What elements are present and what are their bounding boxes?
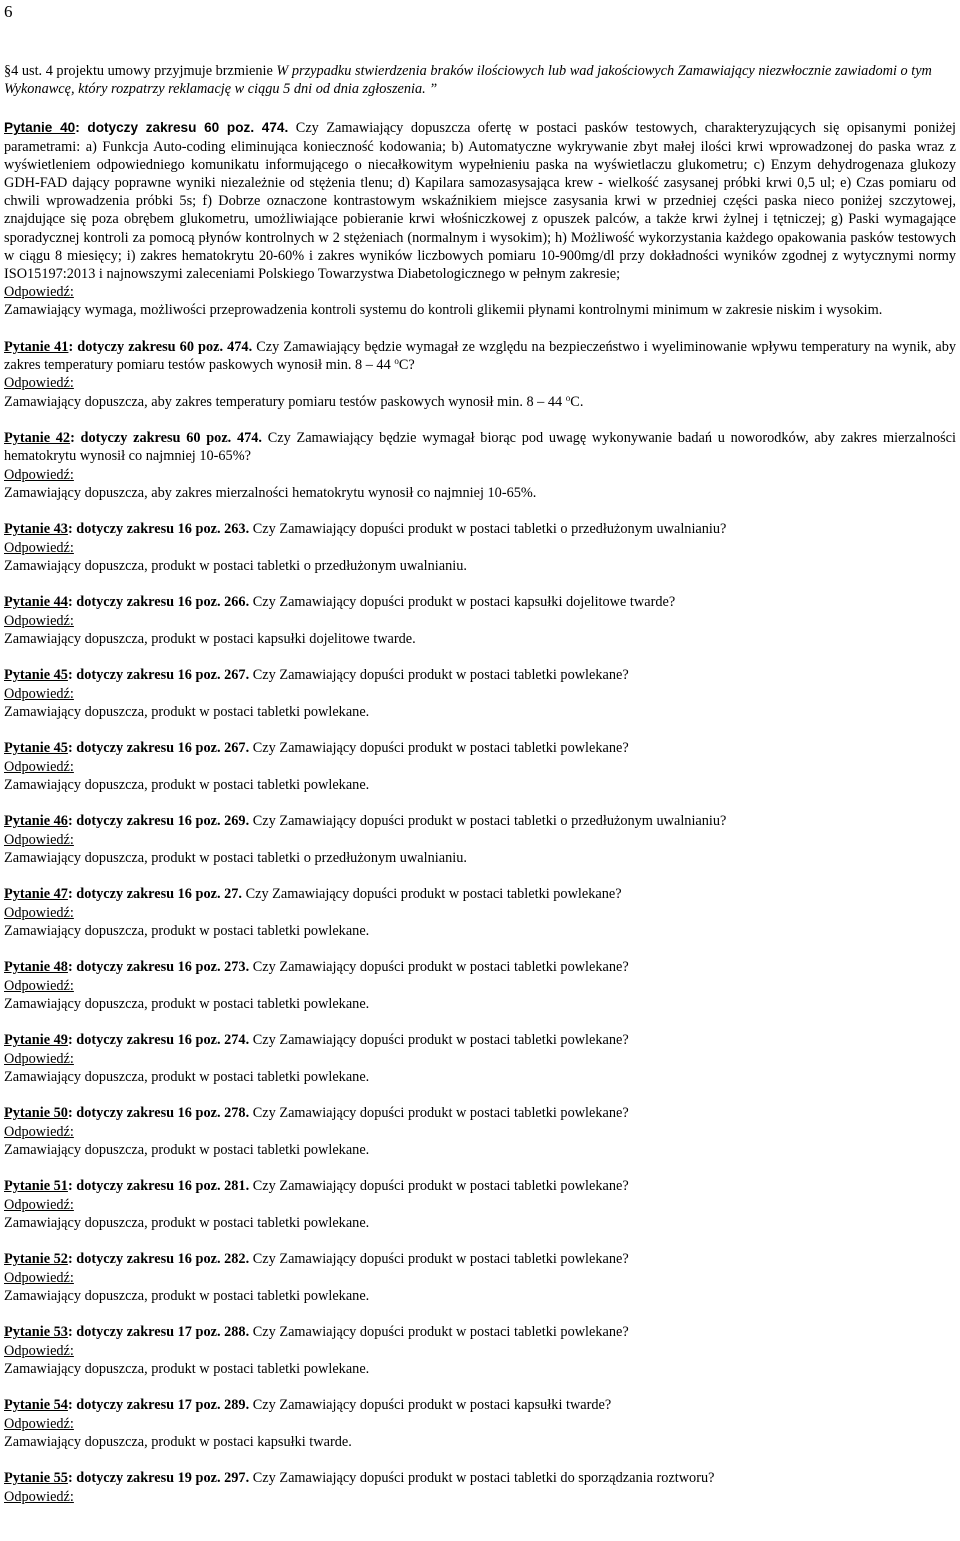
question-scope: : dotyczy zakresu 16 poz. 267. xyxy=(67,740,250,757)
answer-label-line xyxy=(4,283,956,301)
question-heading xyxy=(4,1105,249,1121)
answer-paragraph xyxy=(4,393,956,411)
question-heading xyxy=(4,667,249,683)
question-number: Pytanie 48 xyxy=(4,959,68,976)
answer-label-line xyxy=(4,466,956,484)
answer-label: Odpowiedź: xyxy=(4,904,74,921)
qa-item xyxy=(4,338,956,411)
question-text: Czy Zamawiający dopuszcza ofertę w postaci pasków testowych, charakteryzujących się opisanymi poniżej parametrami: a) Funkcja Auto-coding eliminująca konieczność kodowania; b) Automatyczne wykrywanie zbyt małej ilości krwi wprowadzonej do paska wraz z wyświetleniem odpowiedniego komunikatu informującego o niecałkowitym wypełnieniu paska na wyświetlaczu glukometru; c) Enzym dehydrogenaza glukozy GDH-FAD dający poprawne wyniki niezależnie od stężenia tlenu; d) Kapilara samozasysająca krew - wielkość zasysanej próbki krwi 0,5 ul; e) Czas pomiaru od chwili wprowadzenia próbki 5s; f) Dobrze oznaczone kontrastowym wskaźnikiem miejsce zasysania krwi w przedniej części paska nieco poniżej szczytowej, znajdujące się poza obrębem glukometru, umożliwiające pobieranie krwi włośniczkowej z opuszek palców, a także krwi żylnej i tętniczej; g) Paski wymagające sporadycznej kontroli za pomocą płynów kontrolnych w 2 stężeniach (normalnym i wysokim); h) Możliwość wykorzystania każdego opakowania pasków testowych w ciągu 8 miesięcy; i) zakres hematokrytu 20-60% i zakres wyników liczbowych pomiaru 10-900mg/dl przy dokładności wyników zgodnej z wytycznymi normy ISO15197:2013 i najnowszymi zaleceniami Polskiego Towarzystwa Diabetologicznego w pełnym zakresie; xyxy=(4,120,956,283)
question-scope: : dotyczy zakresu 16 poz. 282. xyxy=(67,1251,250,1268)
question-heading xyxy=(4,1324,249,1340)
question-text: Czy Zamawiający będzie wymagał ze względu na bezpieczeństwo i wyeliminowanie wpływu temperatury na wynik, aby zakres temperatury pomiaru testów paskowych wynosił min. 8 – 44 xyxy=(4,339,956,374)
page-number: 6 xyxy=(4,2,13,21)
qa-item xyxy=(4,666,956,721)
answer-label: Odpowiedź: xyxy=(4,977,74,994)
question-number: Pytanie 52 xyxy=(4,1251,68,1268)
answer-label: Odpowiedź: xyxy=(4,375,74,392)
question-heading xyxy=(4,959,249,975)
answer-text: Zamawiający dopuszcza, produkt w postaci tabletki o przedłużonym uwalnianiu. xyxy=(4,557,467,574)
answer-label-line xyxy=(4,1123,956,1141)
qa-item xyxy=(4,1469,956,1505)
answer-text: Zamawiający dopuszcza, produkt w postaci tabletki powlekane. xyxy=(4,1360,370,1377)
answer-text: Zamawiający dopuszcza, produkt w postaci tabletki powlekane. xyxy=(4,995,370,1012)
answer-text: Zamawiający dopuszcza, produkt w postaci tabletki powlekane. xyxy=(4,703,370,720)
answer-paragraph xyxy=(4,1214,956,1232)
qa-item xyxy=(4,1396,956,1451)
answer-label: Odpowiedź: xyxy=(4,1342,74,1359)
answer-label-line xyxy=(4,685,956,703)
question-heading xyxy=(4,740,249,756)
question-paragraph xyxy=(4,958,956,976)
qa-item xyxy=(4,958,956,1013)
question-text: Czy Zamawiający dopuści produkt w postaci tabletki powlekane? xyxy=(249,1105,629,1122)
answer-paragraph xyxy=(4,922,956,940)
qa-item xyxy=(4,739,956,794)
question-paragraph xyxy=(4,1104,956,1122)
question-text: Czy Zamawiający dopuści produkt w postaci kapsułki twarde? xyxy=(249,1397,612,1414)
qa-item xyxy=(4,1250,956,1305)
question-paragraph xyxy=(4,1031,956,1049)
qa-item xyxy=(4,429,956,502)
question-heading xyxy=(4,430,262,446)
answer-paragraph xyxy=(4,484,956,502)
question-scope: : dotyczy zakresu 16 poz. 278. xyxy=(67,1105,250,1122)
intro-quote: W przypadku stwierdzenia braków ilościowych lub wad jakościowych Zamawiający niezwłocznie zawiadomi o tym Wykonawcę, który rozpatrzy reklamację w ciągu 5 dni od dnia zgłoszenia. ” xyxy=(4,63,932,98)
question-paragraph xyxy=(4,739,956,757)
question-number: Pytanie 50 xyxy=(4,1105,68,1122)
document-body xyxy=(4,62,956,1524)
answer-paragraph xyxy=(4,703,956,721)
question-heading xyxy=(4,339,252,355)
question-number: Pytanie 40 xyxy=(4,120,76,136)
question-scope: : dotyczy zakresu 16 poz. 263. xyxy=(67,521,250,538)
question-paragraph xyxy=(4,338,956,374)
question-number: Pytanie 51 xyxy=(4,1178,68,1195)
answer-text: Zamawiający dopuszcza, produkt w postaci kapsułki dojelitowe twarde. xyxy=(4,630,416,647)
question-scope: : dotyczy zakresu 19 poz. 297. xyxy=(67,1470,250,1487)
answer-label-line xyxy=(4,758,956,776)
question-number: Pytanie 49 xyxy=(4,1032,68,1049)
answer-label-line xyxy=(4,1342,956,1360)
question-paragraph xyxy=(4,812,956,830)
qa-item xyxy=(4,520,956,575)
qa-item xyxy=(4,885,956,940)
answer-paragraph xyxy=(4,301,956,319)
answer-paragraph xyxy=(4,849,956,867)
question-heading xyxy=(4,813,249,829)
answer-label: Odpowiedź: xyxy=(4,831,74,848)
answer-text: Zamawiający dopuszcza, aby zakres mierzalności hematokrytu wynosił co najmniej 10-65%. xyxy=(4,484,537,501)
question-number: Pytanie 54 xyxy=(4,1397,68,1414)
question-heading xyxy=(4,120,288,135)
question-text: Czy Zamawiający dopuści produkt w postaci tabletki o przedłużonym uwalnianiu? xyxy=(249,813,727,830)
question-scope: : dotyczy zakresu 17 poz. 288. xyxy=(67,1324,250,1341)
question-paragraph xyxy=(4,1396,956,1414)
answer-label: Odpowiedź: xyxy=(4,758,74,775)
answer-label-line xyxy=(4,1415,956,1433)
answer-paragraph xyxy=(4,630,956,648)
question-paragraph xyxy=(4,885,956,903)
question-text: Czy Zamawiający będzie wymagał biorąc pod uwagę wykonywanie badań u noworodków, aby zakres mierzalności hematokrytu wynosił co najmniej 10-65%? xyxy=(4,430,956,465)
question-scope: : dotyczy zakresu 16 poz. 267. xyxy=(67,667,250,684)
question-heading xyxy=(4,1470,249,1486)
answer-label: Odpowiedź: xyxy=(4,1196,74,1213)
question-heading xyxy=(4,1032,249,1048)
answer-label: Odpowiedź: xyxy=(4,1050,74,1067)
qa-list xyxy=(4,119,956,1505)
question-scope: : dotyczy zakresu 60 poz. 474. xyxy=(68,339,253,356)
question-paragraph xyxy=(4,1323,956,1341)
answer-paragraph xyxy=(4,1433,956,1451)
answer-label: Odpowiedź: xyxy=(4,685,74,702)
question-number: Pytanie 42 xyxy=(4,430,71,447)
answer-label: Odpowiedź: xyxy=(4,1488,74,1505)
question-number: Pytanie 44 xyxy=(4,594,68,611)
question-paragraph xyxy=(4,520,956,538)
question-number: Pytanie 45 xyxy=(4,667,68,684)
answer-label: Odpowiedź: xyxy=(4,1415,74,1432)
question-paragraph xyxy=(4,1469,956,1487)
question-text-unit: C? xyxy=(398,357,415,374)
question-number: Pytanie 43 xyxy=(4,521,68,538)
answer-paragraph xyxy=(4,1068,956,1086)
qa-item xyxy=(4,1323,956,1378)
question-scope: : dotyczy zakresu 16 poz. 269. xyxy=(67,813,250,830)
answer-label-line xyxy=(4,977,956,995)
qa-item xyxy=(4,593,956,648)
degree-superscript: o xyxy=(394,356,399,367)
answer-text: Zamawiający dopuszcza, produkt w postaci tabletki powlekane. xyxy=(4,1068,370,1085)
question-text: Czy Zamawiający dopuści produkt w postaci tabletki powlekane? xyxy=(242,886,622,903)
qa-item xyxy=(4,1177,956,1232)
answer-text: Zamawiający dopuszcza, produkt w postaci tabletki powlekane. xyxy=(4,776,370,793)
answer-label: Odpowiedź: xyxy=(4,284,74,301)
question-scope: : dotyczy zakresu 17 poz. 289. xyxy=(67,1397,250,1414)
answer-text: Zamawiający dopuszcza, aby zakres temperatury pomiaru testów paskowych wynosił min. 8 – 44 xyxy=(4,393,566,410)
answer-paragraph xyxy=(4,776,956,794)
answer-text-unit: C. xyxy=(570,393,584,410)
question-number: Pytanie 46 xyxy=(4,813,68,830)
answer-text: Zamawiający dopuszcza, produkt w postaci tabletki powlekane. xyxy=(4,1214,370,1231)
qa-item xyxy=(4,1104,956,1159)
answer-label-line xyxy=(4,1269,956,1287)
intro-paragraph xyxy=(4,62,956,98)
question-number: Pytanie 53 xyxy=(4,1324,68,1341)
answer-paragraph xyxy=(4,1360,956,1378)
question-scope: : dotyczy zakresu 16 poz. 27. xyxy=(67,886,242,903)
answer-label-line xyxy=(4,539,956,557)
question-paragraph xyxy=(4,1250,956,1268)
question-scope: : dotyczy zakresu 16 poz. 266. xyxy=(67,594,250,611)
intro-lead: §4 ust. 4 projektu umowy przyjmuje brzmienie xyxy=(4,63,273,79)
question-text: Czy Zamawiający dopuści produkt w postaci tabletki powlekane? xyxy=(249,1324,629,1341)
answer-label-line xyxy=(4,1488,956,1506)
question-heading xyxy=(4,521,249,537)
question-text: Czy Zamawiający dopuści produkt w postaci tabletki powlekane? xyxy=(249,1178,629,1195)
answer-label-line xyxy=(4,831,956,849)
answer-text: Zamawiający dopuszcza, produkt w postaci kapsułki twarde. xyxy=(4,1433,352,1450)
question-heading xyxy=(4,1251,249,1267)
question-scope: : dotyczy zakresu 60 poz. 474. xyxy=(70,430,262,447)
answer-label-line xyxy=(4,904,956,922)
answer-label-line xyxy=(4,1196,956,1214)
answer-text: Zamawiający dopuszcza, produkt w postaci tabletki powlekane. xyxy=(4,1287,370,1304)
question-paragraph xyxy=(4,666,956,684)
question-text: Czy Zamawiający dopuści produkt w postaci tabletki do sporządzania roztworu? xyxy=(249,1470,715,1487)
question-paragraph xyxy=(4,119,956,283)
answer-label-line xyxy=(4,612,956,630)
question-heading xyxy=(4,1178,249,1194)
question-paragraph xyxy=(4,429,956,465)
answer-label: Odpowiedź: xyxy=(4,1123,74,1140)
question-heading xyxy=(4,886,242,902)
question-heading xyxy=(4,594,249,610)
degree-superscript: o xyxy=(565,392,571,403)
answer-text: Zamawiający dopuszcza, produkt w postaci tabletki powlekane. xyxy=(4,1141,370,1158)
answer-paragraph xyxy=(4,557,956,575)
answer-text: Zamawiający dopuszcza, produkt w postaci tabletki o przedłużonym uwalnianiu. xyxy=(4,849,467,866)
question-scope: : dotyczy zakresu 60 poz. 474. xyxy=(75,120,289,136)
question-scope: : dotyczy zakresu 16 poz. 281. xyxy=(67,1178,250,1195)
answer-paragraph xyxy=(4,1287,956,1305)
answer-label-line xyxy=(4,1050,956,1068)
question-text: Czy Zamawiający dopuści produkt w postaci tabletki o przedłużonym uwalnianiu? xyxy=(249,521,727,538)
question-text: Czy Zamawiający dopuści produkt w postaci tabletki powlekane? xyxy=(249,959,629,976)
qa-item xyxy=(4,812,956,867)
question-number: Pytanie 41 xyxy=(4,339,69,356)
answer-text: Zamawiający dopuszcza, produkt w postaci tabletki powlekane. xyxy=(4,922,370,939)
question-number: Pytanie 47 xyxy=(4,886,68,903)
question-heading xyxy=(4,1397,249,1413)
qa-item xyxy=(4,119,956,319)
question-paragraph xyxy=(4,593,956,611)
answer-label: Odpowiedź: xyxy=(4,466,74,483)
question-scope: : dotyczy zakresu 16 poz. 273. xyxy=(67,959,250,976)
question-text: Czy Zamawiający dopuści produkt w postaci tabletki powlekane? xyxy=(249,740,629,757)
question-scope: : dotyczy zakresu 16 poz. 274. xyxy=(67,1032,250,1049)
answer-text: Zamawiający wymaga, możliwości przeprowadzenia kontroli systemu do kontroli glikemii płynami kontrolnymi minimum w zakresie niskim i wysokim. xyxy=(4,302,883,319)
question-text: Czy Zamawiający dopuści produkt w postaci kapsułki dojelitowe twarde? xyxy=(249,594,676,611)
question-paragraph xyxy=(4,1177,956,1195)
question-text: Czy Zamawiający dopuści produkt w postaci tabletki powlekane? xyxy=(249,1251,629,1268)
question-number: Pytanie 55 xyxy=(4,1470,68,1487)
answer-label-line xyxy=(4,374,956,392)
answer-label: Odpowiedź: xyxy=(4,612,74,629)
answer-paragraph xyxy=(4,995,956,1013)
question-text: Czy Zamawiający dopuści produkt w postaci tabletki powlekane? xyxy=(249,667,629,684)
question-text: Czy Zamawiający dopuści produkt w postaci tabletki powlekane? xyxy=(249,1032,629,1049)
question-number: Pytanie 45 xyxy=(4,740,68,757)
answer-label: Odpowiedź: xyxy=(4,539,74,556)
qa-item xyxy=(4,1031,956,1086)
answer-paragraph xyxy=(4,1141,956,1159)
answer-label: Odpowiedź: xyxy=(4,1269,74,1286)
